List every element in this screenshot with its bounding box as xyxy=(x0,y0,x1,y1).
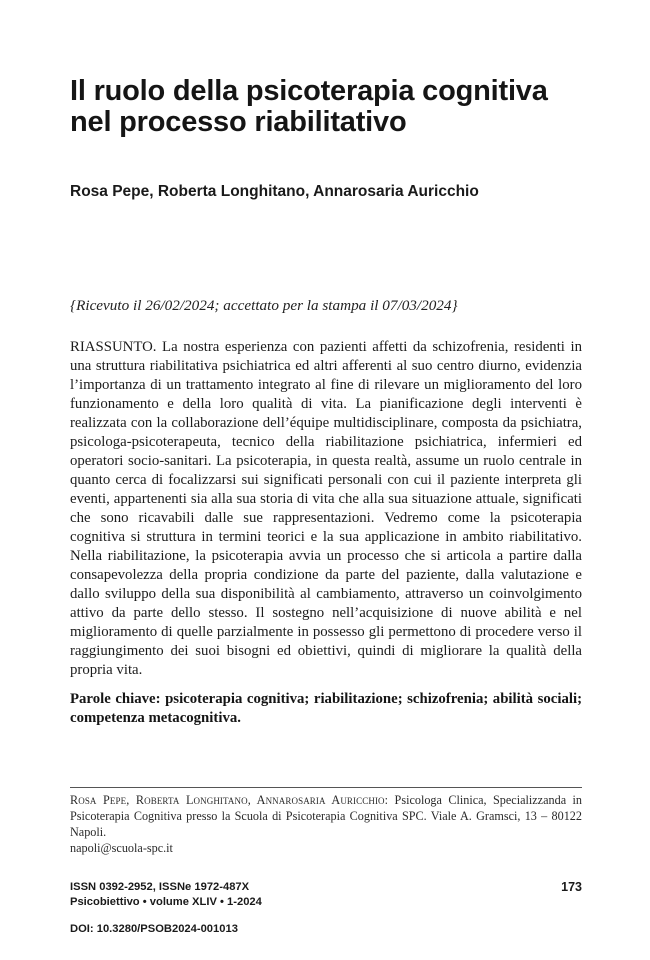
page-number: 173 xyxy=(561,880,582,894)
article-title: Il ruolo della psicoterapia cognitiva nel processo riabilitativo xyxy=(70,75,548,138)
article-authors: Rosa Pepe, Roberta Longhitano, Annarosaria Auricchio xyxy=(70,183,479,200)
abstract-paragraph: RIASSUNTO. La nostra esperienza con pazienti affetti da schizofrenia, residenti in una struttura riabilitativa psichiatrica ed altri afferenti al suo centro diurno, evidenzia l’importanza di un trattamento integrato al fine di rilevare un miglioramento del loro funzionamento e della loro qualità di vita. La pianificazione degli interventi è realizzata con la collaborazione dell’équipe multidisciplinare, composta da psichiatra, psicologa-psicoterapeuta, tecnico della riabilitazione psichiatrica, infermieri ed operatori socio-sanitari. La psicoterapia, in questa realtà, assume un ruolo centrale in quanto cerca di focalizzarsi sui significati personali con cui il paziente interpreta gli eventi, appartenenti sia alla sua storia di vita che alla sua situazione attuale, significati che sono ricavabili dalle sue rappresentazioni. Vedremo come la psicoterapia cognitiva si struttura in termini teorici e la sua applicazione in ambito riabilitativo. Nella riabilitazione, la psicoterapia avvia un processo che si articola a partire dalla consapevolezza della propria condizione da parte del paziente, dalla valutazione e dallo sviluppo della sua disponibilità al cambiamento, attraverso un coinvolgimento attivo da parte dello stesso. Il sostegno nell’acquisizione di nuove abilità e nel miglioramento di quelle parzialmente in possesso gli permettono di procedere verso il raggiungimento dei suoi bisogni ed obiettivi, quindi di migliorare la qualità della propria vita. xyxy=(70,339,582,678)
doi-line: DOI: 10.3280/PSOB2024-001013 xyxy=(70,923,238,935)
affiliation-text: Psicologa Clinica, Specializzanda in Psicoterapia Cognitiva presso la Scuola di Psicoterapia Cognitiva SPC. Viale A. Gramsci, 13 – 80122 Napoli. xyxy=(70,793,582,839)
author-affiliation-footnote xyxy=(70,792,582,856)
received-date-note: {Ricevuto il 26/02/2024; accettato per la stampa il 07/03/2024} xyxy=(70,297,458,314)
article-page xyxy=(70,0,582,960)
keywords-paragraph: Parole chiave: psicoterapia cognitiva; riabilitazione; schizofrenia; abilità sociali; competenza metacognitiva. xyxy=(70,691,582,726)
journal-volume-line: Psicobiettivo • volume XLIV • 1-2024 xyxy=(70,896,262,908)
footnote-divider xyxy=(70,787,582,788)
issn-line: ISSN 0392-2952, ISSNe 1972-487X xyxy=(70,881,250,893)
affiliation-email: napoli@scuola-spc.it xyxy=(70,841,173,855)
affiliation-author-names: Rosa Pepe, Roberta Longhitano, Annarosaria Auricchio: xyxy=(70,793,389,807)
